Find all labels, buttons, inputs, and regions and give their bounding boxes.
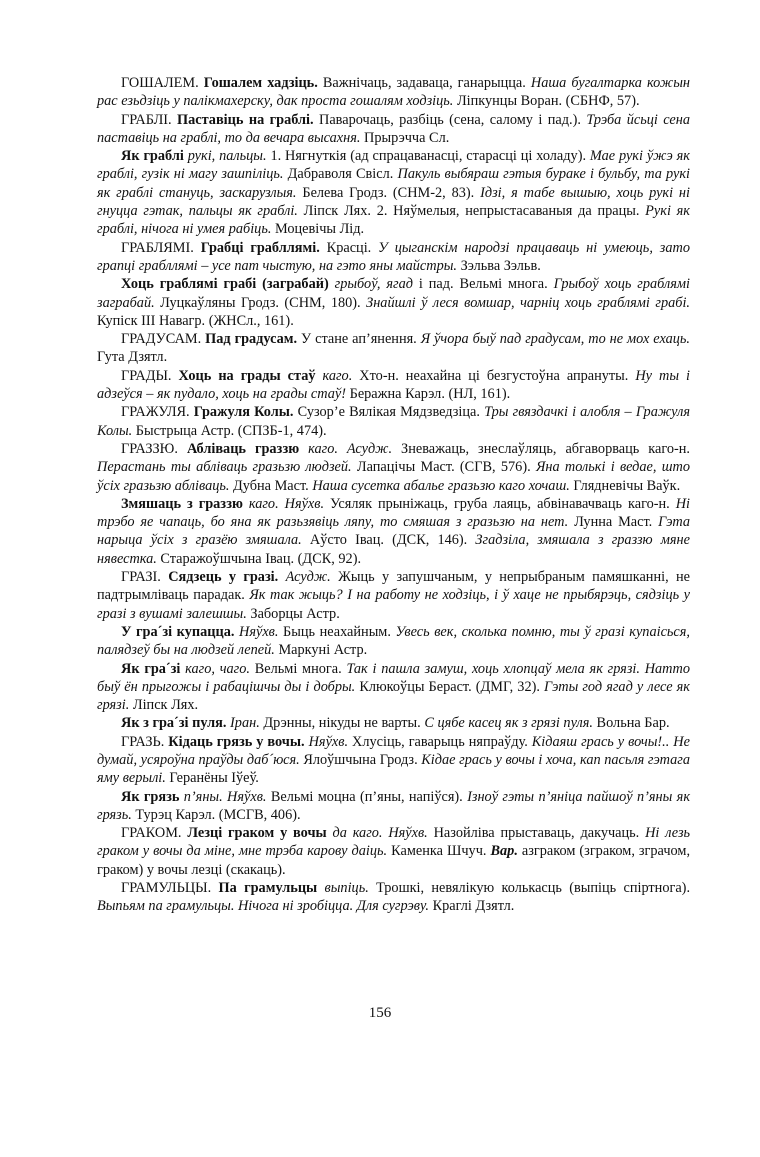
- italic-text: каго, чаго.: [180, 660, 250, 677]
- entry-text: Красці.: [319, 239, 379, 256]
- italic-text: каго. Асудж.: [299, 440, 393, 457]
- entry-text: ГРАЗЗЮ.: [121, 440, 187, 457]
- entry-text: ГРАЖУЛЯ.: [121, 404, 194, 421]
- italic-text: Наша сусетка абалье гразьзю каго хочаш.: [312, 477, 570, 494]
- entry-text: ГРАДУСАМ.: [121, 331, 206, 348]
- entry-text: Маркуні Астр.: [274, 642, 368, 659]
- entry-text: Вельмі моцна (п’яны, напіўся).: [266, 788, 468, 805]
- dictionary-entry: [97, 714, 690, 732]
- page-number: 156: [368, 1005, 392, 1021]
- italic-text: каго. Няўхв.: [242, 495, 325, 512]
- entry-text: ГРАБЛІ.: [121, 111, 177, 128]
- entry-text: ГРАКОМ.: [121, 825, 188, 842]
- entry-text: Белева Гродз. (СНМ-2, 83).: [296, 184, 481, 201]
- entry-text: Турэц Карэл. (МСГВ, 406).: [131, 806, 301, 823]
- italic-text: Пакуль выбяраш гэтыя бураке і бульбу, та рукі як граблі стануць, заскарузлыя.: [97, 166, 690, 201]
- entry-text: Жыць у запушчаным, у непрыбраным памяшканні, не падтрымліваць парадак.: [97, 569, 690, 604]
- italic-text: Яна толькі і ведае, што ўсіх гразьзю абліваць.: [97, 459, 691, 494]
- headword-phrase: Гражуля Колы.: [193, 404, 294, 421]
- dictionary-entry: [97, 74, 690, 111]
- headword-phrase: Сядзець у гразі.: [168, 569, 279, 586]
- entry-text: ГРАМУЛЬЦЫ.: [121, 880, 219, 897]
- dictionary-entry: [97, 788, 690, 825]
- dictionary-entry: [97, 568, 690, 623]
- headword-phrase: Лезці граком у вочы: [187, 825, 327, 842]
- entry-text: У стане ап’янення.: [297, 331, 421, 348]
- italic-text: Рукі як граблі, нічога ні умея рабіць.: [97, 203, 690, 238]
- entry-text: Усяляк прыніжаць, груба лаяць, абвінавачваць каго-н.: [324, 495, 676, 512]
- italic-text: Так і пашла замуш, хоць хлопцаў мела як грязі. Натто быў ён прыгожы і рабацішчы ды і добры.: [97, 660, 690, 695]
- dictionary-entry: [97, 239, 690, 276]
- italic-text: Трэба йсьці сена паставіць на граблі, то да вечара высахня.: [97, 111, 690, 146]
- entry-text: Каменка Шчуч.: [387, 843, 491, 860]
- italic-text: С цябе касец як з грязі пуля.: [424, 715, 593, 732]
- headword-phrase: Як гра´зі: [121, 660, 181, 677]
- entry-text: Зневажаць, знеслаўляць, абгаворваць каго-н.: [392, 440, 691, 457]
- headword-phrase: Як граблі: [121, 148, 184, 165]
- entry-text: Купіск ІІІ Навагр. (ЖНСл., 161).: [97, 312, 294, 329]
- dictionary-entry: [97, 111, 690, 148]
- dictionary-entry: [97, 440, 690, 495]
- entry-text: Ялоўшчына Гродз.: [299, 751, 422, 768]
- entry-text: Вар.: [490, 843, 518, 860]
- dictionary-entry: [97, 147, 690, 238]
- italic-text: Тры гвяздачкі і алобля – Гражуля Колы.: [97, 404, 690, 439]
- entry-text: Заборцы Астр.: [246, 605, 340, 622]
- entry-text: Беражна Карэл. (НЛ, 161).: [346, 386, 511, 403]
- dictionary-entry: [97, 330, 690, 367]
- entry-text: Ліпск Лях.: [129, 697, 199, 714]
- entry-text: Моцевічы Лід.: [271, 221, 365, 238]
- entry-text: Хто-н. неахайна ці безгустоўна апрануты.: [352, 367, 636, 384]
- entry-text: Дубна Маст.: [229, 477, 313, 494]
- entry-text: Назойліва прыставаць, дакучаць.: [427, 825, 646, 842]
- entry-text: Аўсто Івац. (ДСК, 146).: [301, 532, 476, 549]
- entry-text: азграком (зграком, зграчом, граком) у вочы лезці (скакаць).: [97, 843, 691, 878]
- entry-text: Дрэнны, нікуды не варты.: [259, 715, 425, 732]
- italic-text: Ідзі, я табе вышыю, хоць рукі ні гнуцца гэтак, пальцы як граблі.: [97, 184, 691, 220]
- entry-text: ГРАЗІ.: [121, 569, 169, 586]
- dictionary-entry: [97, 403, 690, 440]
- headword-phrase: Гошалем хадзіць.: [203, 75, 318, 91]
- italic-text: Ізноў гэты п’яніца пайшоў п’яны як грязь.: [97, 788, 691, 823]
- headword-phrase: Хоць граблямі грабі (заграбай): [121, 276, 329, 293]
- entry-text: Вольна Бар.: [592, 715, 670, 732]
- italic-text: Як так жыць? І на работу не ходзіць, і ў хаце не прыбярэць, сядзіць у гразі з вушамі залешшы.: [97, 587, 690, 622]
- dictionary-page: [97, 74, 690, 916]
- headword-phrase: Па грамульцы: [218, 880, 318, 897]
- entry-text: Гута Дзятл.: [97, 349, 168, 366]
- entry-text: Хлусіць, гаварыць няпраўду.: [348, 733, 532, 750]
- entry-text: Зэльва Зэльв.: [457, 257, 541, 274]
- entry-text: ГРАЗЬ.: [121, 733, 169, 750]
- entry-text: Глядневічы Ваўк.: [569, 477, 681, 494]
- headword-phrase: Паставіць на граблі.: [177, 111, 314, 128]
- italic-text: грыбоў, ягад: [328, 276, 413, 293]
- headword-phrase: Хоць на грады стаў: [178, 367, 316, 384]
- italic-text: Знайшлі ў леся вомшар, чарніц хоць граблямі грабі.: [366, 294, 691, 311]
- italic-text: п’яны. Няўхв.: [179, 788, 267, 805]
- italic-text: Кідае грась у вочы і хоча, кап пасьля гэтага яму верылі.: [97, 751, 690, 787]
- headword-phrase: Грабці грабллямі.: [200, 239, 320, 256]
- italic-text: Грыбоў хоць граблямі заграбай.: [97, 276, 690, 311]
- entry-text: ГРАБЛЯМІ.: [121, 239, 201, 256]
- italic-text: Перастань ты абліваць гразьзю людзей.: [97, 459, 352, 476]
- entry-text: Лунна Маст.: [568, 514, 659, 531]
- entry-text: 1. Нягнуткія (ад спрацаванасці, старасці ці холаду).: [266, 148, 590, 165]
- dictionary-entry: [97, 879, 690, 916]
- entry-text: і пад. Вельмі многа.: [412, 276, 554, 293]
- dictionary-entry: [97, 824, 690, 879]
- dictionary-entry: [97, 733, 690, 788]
- italic-text: Наша бугалтарка кожын рас езьдзіць у палікмахерску, дак проста гошалям ходзіць.: [97, 75, 690, 110]
- italic-text: Мае рукі ўжэ як граблі, гузік ні магу зашпіліць.: [97, 148, 690, 183]
- italic-text: У цыганскім народзі працаваць ні умеюць, зато грапці грабллямі – усе пат чыстую, на гэто яны майстры.: [97, 239, 690, 274]
- italic-text: Ні трэбо яе чапаць, бо яна як разьзявіць ляпу, то смяшая з гразьзю на нет.: [97, 495, 690, 531]
- entry-text: Ліпск Лях. 2. Няўмелыя, непрыстасаваныя да працы.: [297, 203, 646, 220]
- italic-text: Увесь век, сколька помню, ты ў гразі купаісься, палядзеў бы на людзей лепей.: [97, 623, 690, 659]
- dictionary-entry: [97, 275, 690, 330]
- italic-text: да каго. Няўхв.: [326, 825, 428, 842]
- headword-phrase: Як грязь: [121, 788, 180, 805]
- italic-text: Няўхв.: [234, 623, 279, 640]
- entry-text: Дабраволя Свісл.: [283, 166, 398, 183]
- italic-text: Ну ты і адзеўся – як пудало, хоць на грады стаў!: [97, 367, 690, 403]
- italic-text: Іран.: [226, 715, 260, 732]
- headword-phrase: Пад градусам.: [205, 331, 298, 348]
- italic-text: Няўхв.: [304, 733, 349, 750]
- dictionary-entry: [97, 367, 690, 404]
- italic-text: выпіць.: [317, 880, 369, 897]
- italic-text: Гэта нарыца ўсіх з гразёю змяшала.: [97, 514, 690, 549]
- entry-text: Старажоўшчына Івац. (ДСК, 92).: [156, 550, 362, 567]
- italic-text: Кідаяш грась у вочы!.. Не думай, усяроўна праўды даб´юся.: [97, 733, 690, 768]
- entry-text: Быць неахайным.: [278, 623, 396, 640]
- italic-text: рукі, пальцы.: [183, 148, 267, 165]
- entry-text: Ліпкунцы Воран. (СБНФ, 57).: [453, 93, 640, 110]
- dictionary-entry: [97, 495, 690, 568]
- entry-text: Вельмі многа.: [249, 660, 347, 677]
- dictionary-entry: [97, 623, 690, 660]
- headword-phrase: Змяшаць з граззю: [121, 495, 243, 512]
- entry-text: Важнічаць, задаваца, ганарыцца.: [317, 75, 531, 91]
- italic-text: Ні лезь граком у вочы да міне, мне трэба карову даіць.: [97, 825, 691, 860]
- entry-text: Прырэчча Сл.: [360, 129, 450, 146]
- headword-phrase: Абліваць граззю: [186, 440, 300, 457]
- entry-text: Краглі Дзятл.: [429, 898, 515, 915]
- headword-phrase: У гра´зі купацца.: [121, 623, 235, 640]
- entry-text: Луцкаўляны Гродз. (СНМ, 180).: [154, 294, 367, 311]
- entry-text: Геранёны Іўеў.: [165, 770, 259, 787]
- italic-text: Згадзіла, змяшала з граззю мяне нявестка.: [97, 532, 690, 567]
- headword-phrase: Кідаць грязь у вочы.: [168, 733, 305, 750]
- entry-text: Паварочаць, разбіць (сена, салому і пад.).: [313, 111, 587, 128]
- entry-text: Клюкоўцы Бераст. (ДМГ, 32).: [355, 678, 545, 695]
- italic-text: Выпьям па грамульцы. Нічога ні зробіцца. Для сугрэву.: [97, 898, 429, 915]
- italic-text: Я ўчора быў пад градусам, то не мох ехаць.: [420, 331, 691, 348]
- italic-text: каго.: [315, 367, 353, 384]
- entry-text: Лапацічы Маст. (СГВ, 576).: [351, 459, 536, 476]
- headword-phrase: Як з гра´зі пуля.: [121, 715, 227, 732]
- entry-text: Трошкі, невялікую колькасць (выпіць спіртнога).: [368, 880, 691, 897]
- dictionary-entry: [97, 660, 690, 715]
- entry-text: ГОШАЛЕМ.: [121, 75, 204, 91]
- entry-text: Сузор’е Вялікая Мядзведзіца.: [293, 404, 485, 421]
- entry-text: Быстрыца Астр. (СПЗБ-1, 474).: [132, 422, 327, 439]
- italic-text: Асудж.: [278, 569, 331, 586]
- entry-text: ГРАДЫ.: [121, 367, 179, 384]
- italic-text: Гэты год ягад у лесе як грязі.: [97, 678, 690, 714]
